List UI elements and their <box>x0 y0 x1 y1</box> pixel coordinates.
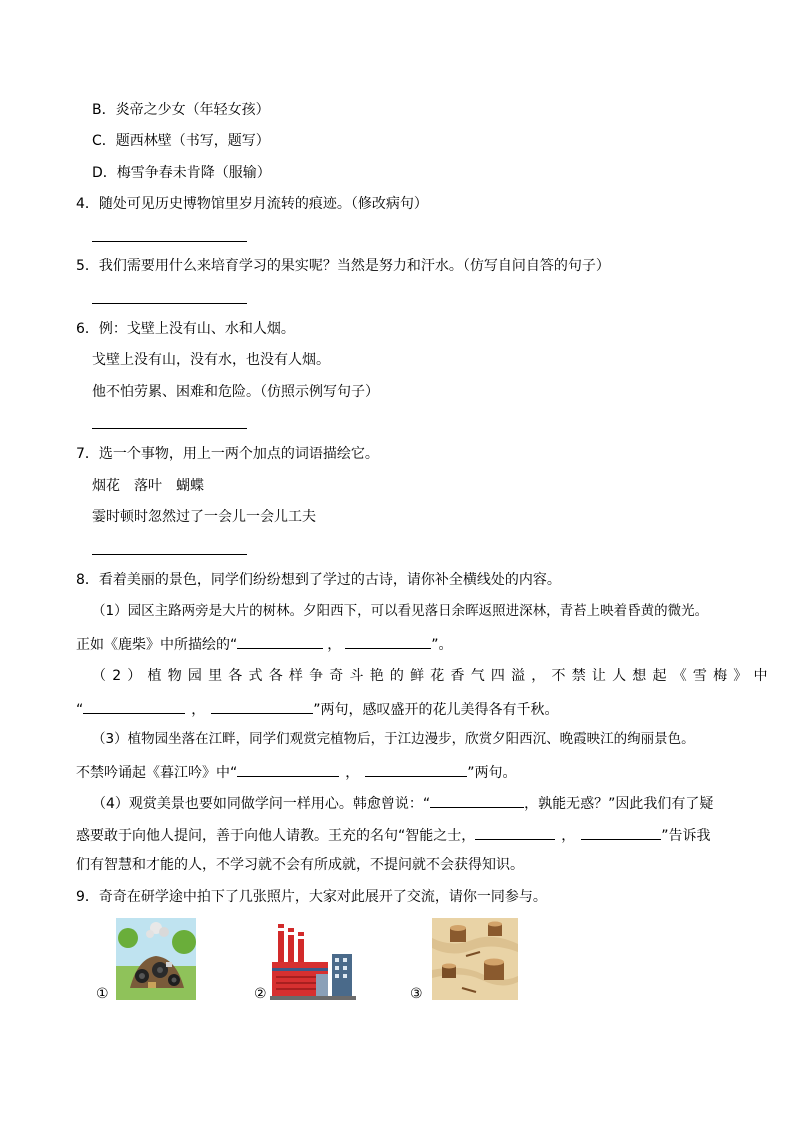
question-6-example-result: 戈壁上没有山，没有水，也没有人烟。 <box>92 352 330 368</box>
blank-8-4-b[interactable] <box>475 824 555 840</box>
question-8-part4-line1: （4）观赏美景也要如同做学问一样用心。韩愈曾说：“ ，孰能无惑？”因此我们有了疑 <box>92 792 713 814</box>
blank-8-3-b[interactable] <box>365 761 467 777</box>
photo-factory <box>270 918 356 1000</box>
question-7-words: 霎时顿时忽然过了一会儿一会儿工夫 <box>92 509 316 525</box>
question-4: 4．随处可见历史博物馆里岁月流转的痕迹。（修改病句） <box>76 196 428 212</box>
question-7: 7．选一个事物，用上一两个加点的词语描绘它。 <box>76 446 379 462</box>
question-8-part3-line1: （3）植物园坐落在江畔，同学们观赏完植物后，于江边漫步，欣赏夕阳西沉、晚霞映江的绚丽景色。 <box>92 731 695 747</box>
question-8-part2-line1: （2）植物园里各式各样争奇斗艳的鲜花香气四溢，不禁让人想起《雪梅》中 <box>92 668 774 684</box>
option-b: B．炎帝之少女（年轻女孩） <box>92 102 270 118</box>
answer-line-q5[interactable] <box>92 303 247 304</box>
photo-garbage-pollution <box>116 918 196 1000</box>
blank-8-4-c[interactable] <box>581 824 661 840</box>
question-8-part4-line2: 惑要敢于向他人提问，善于向他人请教。王充的名句“智能之士， ， ”告诉我 <box>76 824 711 846</box>
photo-label-3: ③ <box>410 986 423 1002</box>
blank-8-1-a[interactable] <box>237 633 323 649</box>
answer-line-q6[interactable] <box>92 428 247 429</box>
option-c: C．题西林壁（书写，题写） <box>92 133 270 149</box>
answer-line-q4[interactable] <box>92 241 247 242</box>
photo-tree-stumps <box>432 918 518 1000</box>
question-8-part2-line2: “ ， ”两句，感叹盛开的花儿美得各有千秋。 <box>76 698 559 720</box>
blank-8-1-b[interactable] <box>345 633 431 649</box>
option-d: D．梅雪争春未肯降（服输） <box>92 165 271 181</box>
question-8-part3-line2: 不禁吟诵起《暮江吟》中“ ， ”两句。 <box>76 761 517 783</box>
question-8-part1-line1: （1）园区主路两旁是大片的树林。夕阳西下，可以看见落日余晖返照进深林，青苔上映着昏黄的微光。 <box>92 603 709 619</box>
question-5: 5．我们需要用什么来培育学习的果实呢？当然是努力和汗水。（仿写自问自答的句子） <box>76 258 610 274</box>
question-7-subjects: 烟花 落叶 蝴蝶 <box>92 478 204 494</box>
blank-8-2-b[interactable] <box>211 698 313 714</box>
question-9: 9．奇奇在研学途中拍下了几张照片，大家对此展开了交流，请你一同参与。 <box>76 889 547 905</box>
blank-8-3-a[interactable] <box>237 761 339 777</box>
blank-8-4-a[interactable] <box>430 792 524 808</box>
question-8-part1-line2: 正如《鹿柴》中所描绘的“ ， ”。 <box>76 633 453 655</box>
blank-8-2-a[interactable] <box>83 698 185 714</box>
photo-label-2: ② <box>254 986 267 1002</box>
question-6-prompt: 他不怕劳累、困难和危险。（仿照示例写句子） <box>92 384 379 400</box>
question-8-intro: 8．看着美丽的景色，同学们纷纷想到了学过的古诗，请你补全横线处的内容。 <box>76 572 561 588</box>
answer-line-q7[interactable] <box>92 554 247 555</box>
question-8-part4-line3: 们有智慧和才能的人，不学习就不会有所成就，不提问就不会获得知识。 <box>76 857 524 873</box>
photo-label-1: ① <box>96 986 109 1002</box>
question-6-example: 6．例：戈壁上没有山、水和人烟。 <box>76 321 295 337</box>
